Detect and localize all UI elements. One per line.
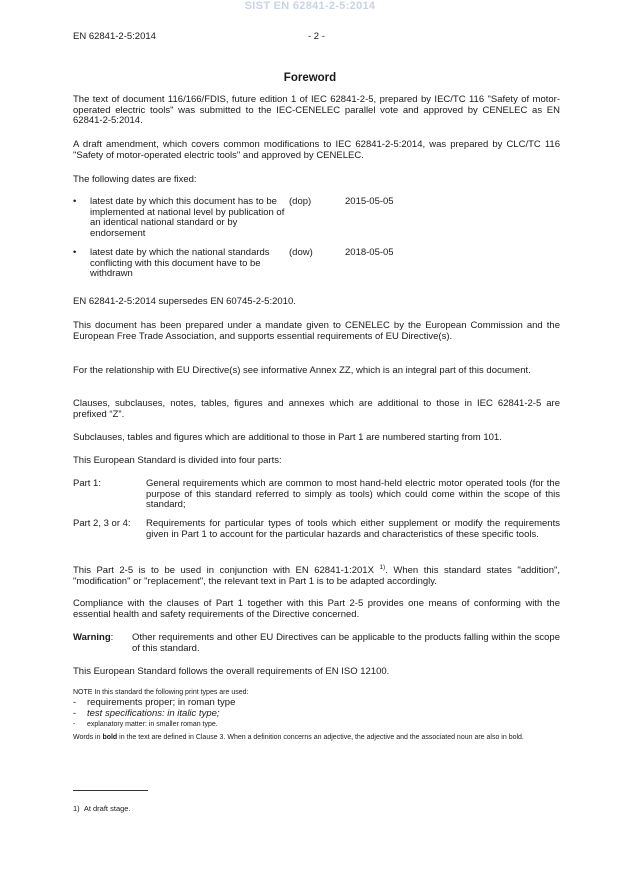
- part-item-2: [73, 519, 560, 553]
- part-label: Part 2, 3 or 4:: [73, 518, 131, 529]
- paragraph-prefix-z: Clauses, subclauses, notes, tables, figures and annexes which are additional to those in IEC 62841-2-5 are prefixed “Z”.: [73, 398, 560, 420]
- note-text: explanatory matter: in smaller roman type.: [87, 721, 218, 728]
- note-intro: NOTE In this standard the following print types are used:: [73, 689, 249, 696]
- paragraph-iso: This European Standard follows the overall requirements of EN ISO 12100.: [73, 666, 390, 677]
- date-description: latest date by which this document has to be implemented at national level by publication of an identical national standard or by endorsement: [90, 196, 285, 239]
- warning-label: Warning:: [73, 632, 114, 643]
- footnote: [73, 804, 131, 813]
- bullet-icon: •: [73, 196, 77, 207]
- footnote-text: At draft stage.: [83, 804, 131, 813]
- paragraph-parts-intro: This European Standard is divided into four parts:: [73, 455, 282, 466]
- warning-text: Other requirements and other EU Directives can be applicable to the products falling within the scope of this standard.: [132, 632, 560, 654]
- paragraph-supersedes: EN 62841-2-5:2014 supersedes EN 60745-2-5:2010.: [73, 296, 296, 307]
- header-doc-id: EN 62841-2-5:2014: [73, 31, 156, 42]
- note-item: [73, 709, 560, 720]
- date-item-dow: [73, 248, 560, 282]
- paragraph-numbering: Subclauses, tables and figures which are additional to those in Part 1 are numbered starting from 101.: [73, 432, 502, 443]
- paragraph-amendment: A draft amendment, which covers common modifications to IEC 62841-2-5:2014, was prepared by CLC/TC 116 "Safety of motor-operated electric tools" and approved by CENELEC.: [73, 139, 560, 161]
- bold-term: bold: [102, 734, 118, 741]
- note-item: [73, 720, 560, 730]
- paragraph-dates-intro: The following dates are fixed:: [73, 174, 197, 185]
- part-description: General requirements which are common to most hand-held electric motor operated tools (for the purpose of this standard referred to simply as tools) which could come within the scope of this standard;: [146, 478, 560, 511]
- watermark: SIST EN 62841-2-5:2014: [244, 0, 376, 12]
- paragraph-conjunction-end: . When this standard states "addition", "modification" or "replacement", the relevant text in Part 1 is to be adapted accordingly.: [73, 565, 560, 587]
- note-text: requirements proper; in roman type: [87, 697, 236, 708]
- date-item-dop: [73, 197, 560, 242]
- paragraph-conjunction: [73, 563, 560, 587]
- date-value: 2018-05-05: [345, 247, 394, 258]
- paragraph-bold-words: Words in bold in the text are defined in Clause 3. When a definition concerns an adjective, the adjective and the associated noun are also in bold.: [73, 734, 524, 741]
- date-code: (dow): [289, 247, 313, 258]
- date-value: 2015-05-05: [345, 196, 394, 207]
- note-dash: -: [73, 708, 77, 719]
- paragraph-compliance: Compliance with the clauses of Part 1 together with this Part 2-5 provides one means of conforming with the essential health and safety requirements of the Directive concerned.: [73, 598, 560, 620]
- date-code: (dop): [289, 196, 312, 207]
- date-description: latest date by which the national standards conflicting with this document have to be withdrawn: [90, 247, 270, 280]
- part-item-1: [73, 479, 560, 513]
- paragraph-mandate: This document has been prepared under a mandate given to CENELEC by the European Commission and the European Free Trade Association, and supports essential requirements of EU Directive(s).: [73, 320, 560, 342]
- part-description: Requirements for particular types of tools which either supplement or modify the requirements given in Part 1 to account for the particular hazards and characteristics of these specific tools.: [146, 518, 560, 540]
- note-dash: -: [73, 697, 77, 708]
- footnote-reference: 1): [379, 563, 386, 571]
- bullet-icon: •: [73, 247, 77, 258]
- paragraph-annex-zz: For the relationship with EU Directive(s) see informative Annex ZZ, which is an integral part of this document.: [73, 365, 531, 376]
- header-page-number: - 2 -: [308, 31, 325, 42]
- paragraph-conjunction-start: This Part 2-5 is to be used in conjunction with EN 62841-1:201X: [73, 565, 374, 576]
- part-label: Part 1:: [73, 478, 101, 489]
- note-text: test specifications: in italic type;: [87, 708, 220, 719]
- warning-block: [73, 633, 560, 655]
- footnote-divider: [73, 790, 148, 791]
- page-title: Foreword: [283, 72, 337, 84]
- footnote-mark: 1): [73, 804, 80, 813]
- note-dash: -: [73, 721, 76, 728]
- paragraph-fdis: The text of document 116/166/FDIS, future edition 1 of IEC 62841-2-5, prepared by IEC/TC 116 "Safety of motor-operated electric tools" was submitted to the IEC-CENELEC parallel vote and approved by CENELEC as EN 62841-2-5:2014.: [73, 94, 560, 127]
